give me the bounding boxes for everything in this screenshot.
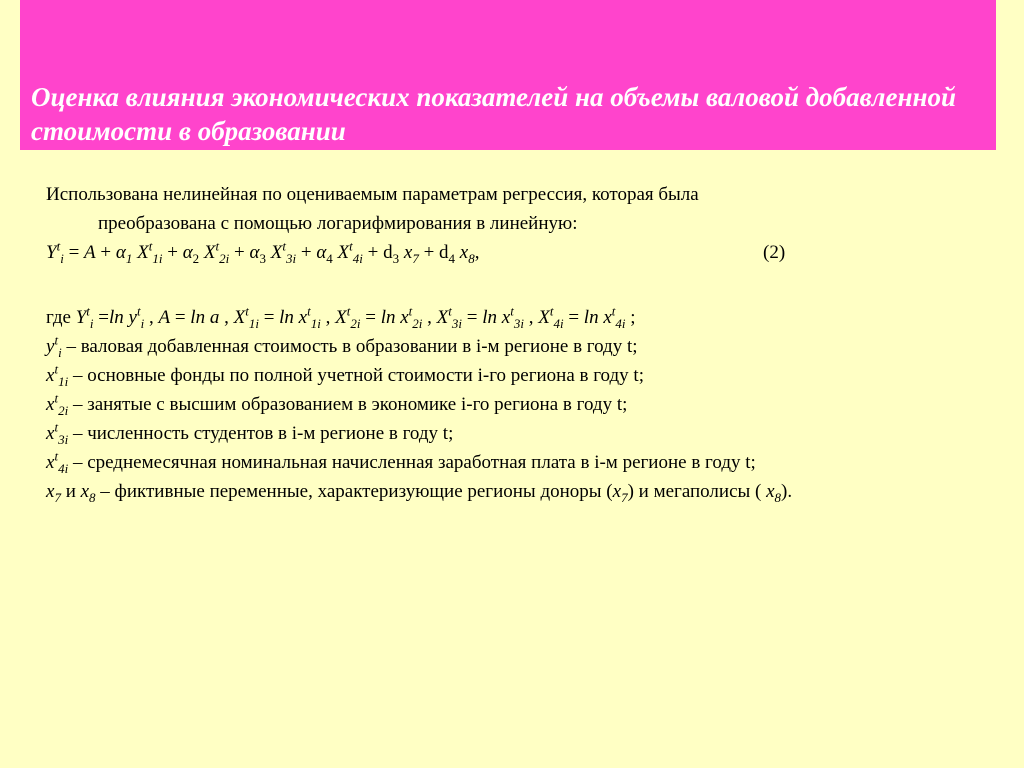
- definition-x3: $x^t_{3i}$ – численность студентов в i-м регионе в году t;: [46, 419, 454, 447]
- definition-dummies: $x_7$ и $x_8$ – фиктивные переменные, характеризующие регионы доноры $(x_7)$ и мегаполисы ( $x_8$).: [46, 481, 793, 505]
- definition-x1: $x^t_{1i}$ – основные фонды по полной учетной стоимости i-го региона в году t;: [46, 361, 644, 389]
- definition-x4: $x^t_{4i}$ – среднемесячная номинальная начисленная заработная плата в i-м регионе в году t;: [46, 448, 756, 476]
- slide-body: [46, 180, 996, 506]
- equation-number: (2): [763, 242, 786, 263]
- definition-x2: $x^t_{2i}$ – занятые с высшим образованием в экономике i-го региона в году t;: [46, 390, 628, 418]
- intro-line-2: преобразована с помощью логарифмирования в линейную:: [98, 213, 578, 234]
- slide-title: Оценка влияния экономических показателей на объемы валовой добавленной стоимости в образовании: [31, 82, 956, 146]
- intro-line-1: Использована нелинейная по оцениваемым параметрам регрессия, которая была: [46, 184, 699, 205]
- definition-y: $y^t_i$ – валовая добавленная стоимость в образовании в i-м регионе в году t;: [46, 332, 638, 360]
- where-line: где $Y^t_i =\ln$ $y^t_i$ , A = ln a , $X^t_{1i} = \ln x^t_{1i}$ , $X^t_{2i} = \ln x^t_{2i}$ , $X^t_{3i} = \ln x^t_{3i}$ , $X^t_{4i} = \ln x^t_{4i}$ ;: [46, 303, 636, 331]
- regression-equation: $Y^t_i = A + \alpha_1$ $X^t_{1i} + \alpha_2$ $X^t_{2i} + \alpha_3$ $X^t_{3i} + \alpha_4$ $X^t_{4i} + d_3$ $x_7 + d_4$ $x_8$, (2): [46, 238, 786, 266]
- where-label: где: [46, 307, 71, 328]
